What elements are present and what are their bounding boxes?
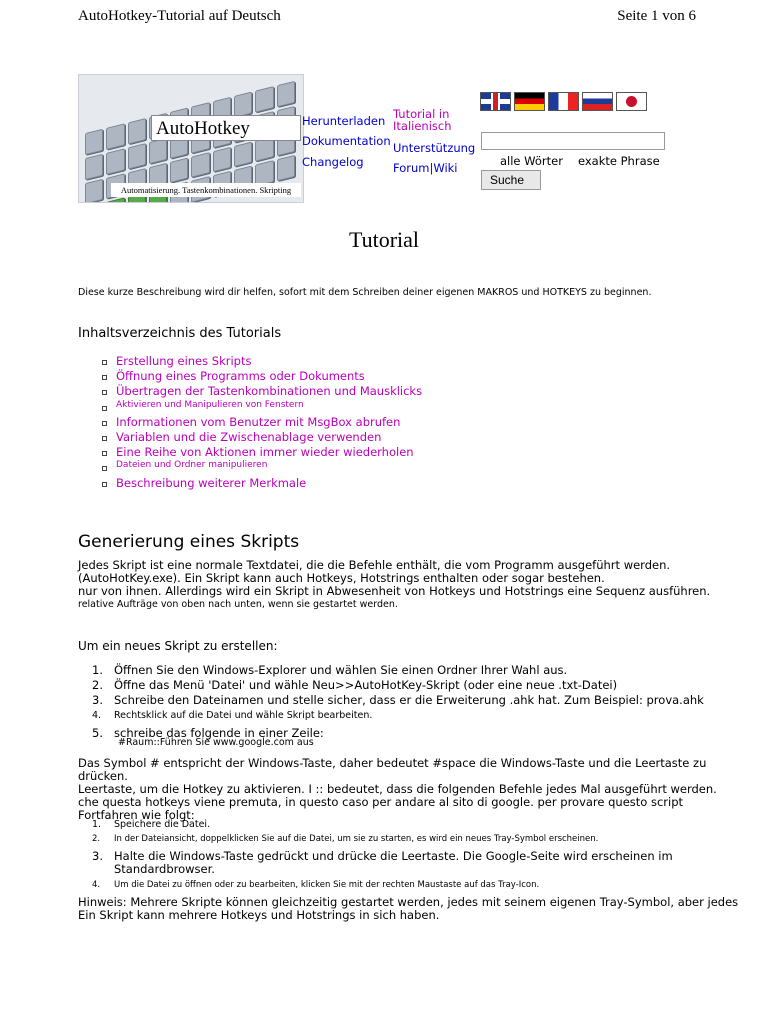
search-option-all-words[interactable]: alle Wörter (500, 154, 563, 168)
page-number: Seite 1 von 6 (617, 8, 696, 24)
step-number: 1. (92, 819, 102, 830)
step-number: 4. (92, 880, 101, 890)
list-item (78, 708, 750, 723)
list-item (78, 693, 750, 708)
test-steps-list (78, 817, 750, 893)
list-item (78, 817, 750, 832)
toc-item[interactable]: Beschreibung weiterer Merkmale (100, 476, 422, 491)
paragraph-line: nur von ihnen. Allerdings wird ein Skript in Abwesenheit von Hotkeys und Hotstrings eine Sequenz ausführen. (78, 584, 711, 598)
step-number: 3. (92, 849, 103, 863)
french-flag-icon[interactable] (548, 92, 579, 111)
toc-item[interactable]: Dateien und Ordner manipulieren (100, 460, 422, 475)
document-title: AutoHotkey-Tutorial auf Deutsch (78, 8, 281, 24)
toc-item[interactable]: Eine Reihe von Aktionen immer wieder wiederholen (100, 445, 422, 460)
search-button[interactable]: Suche (481, 170, 541, 190)
paragraph-line: che questa hotkeys viene premuta, in questo caso per andare al sito di google. per provare questo script (78, 795, 684, 809)
list-item (78, 850, 750, 876)
note-paragraph (78, 896, 758, 922)
step-text: schreibe das folgende in einer Zeile: (114, 726, 324, 740)
code-example: #Raum::Führen Sie www.google.com aus (118, 737, 314, 748)
step-text: Halte die Windows-Taste gedrückt und drücke die Leertaste. Die Google-Seite wird erscheinen im (114, 849, 673, 863)
toc-item[interactable]: Aktivieren und Manipulieren von Fenstern (100, 400, 422, 415)
intro-text: Diese kurze Beschreibung wird dir helfen, sofort mit dem Schreiben deiner eigenen MAKROS und HOTKEYS zu beginnen. (78, 287, 652, 298)
list-item (78, 678, 750, 693)
toc-item[interactable]: Öffnung eines Programms oder Dokuments (100, 369, 422, 384)
search-input[interactable] (481, 132, 665, 150)
uk-flag-icon[interactable] (480, 92, 511, 111)
nav-download[interactable]: Herunterladen (302, 114, 386, 128)
step-text: Öffne das Menü 'Datei' und wähle Neu>>AutoHotKey-Skript (oder eine neue .txt-Datei) (114, 678, 618, 692)
paragraph-line: (AutoHotKey.exe). Ein Skript kann auch Hotkeys, Hotstrings enthalten oder sogar bestehen. (78, 571, 605, 585)
logo-brand: AutoHotkey (151, 115, 301, 141)
nav-tutorial-italian[interactable]: Tutorial in Italienisch (393, 107, 452, 133)
nav-forum-wiki[interactable]: Forum|Wiki (393, 161, 458, 175)
toc-list (100, 354, 422, 491)
step-number: 2. (92, 834, 101, 844)
search-option-exact-phrase[interactable]: exakte Phrase (578, 154, 660, 168)
step-number: 1. (92, 663, 103, 677)
paragraph-line: Fortfahren wie folgt: (78, 808, 195, 822)
step-text-continued: Standardbrowser. (114, 862, 215, 876)
nav-changelog[interactable]: Changelog (302, 155, 364, 169)
nav-documentation[interactable]: Dokumentation (302, 134, 391, 148)
toc-item[interactable]: Übertragen der Tastenkombinationen und Mausklicks (100, 384, 422, 399)
explanation-paragraph (78, 757, 758, 822)
paragraph-line: Hinweis: Mehrere Skripte können gleichzeitig gestartet werden, jedes mit seinem eigenen Tray-Symbol, aber jedes (78, 895, 739, 909)
paragraph-line: Jedes Skript ist eine normale Textdatei, die die Befehle enthält, die vom Programm ausgeführt werden. (78, 558, 671, 572)
section-paragraph (78, 559, 758, 611)
step-text: Rechtsklick auf die Datei und wähle Skript bearbeiten. (114, 710, 373, 721)
step-number: 3. (92, 693, 103, 707)
japanese-flag-icon[interactable] (616, 92, 647, 111)
step-number: 2. (92, 678, 103, 692)
list-item (78, 832, 750, 847)
step-text: Um die Datei zu öffnen oder zu bearbeiten, klicken Sie mit der rechten Maustaste auf das Tray-Icon. (114, 880, 540, 890)
paragraph-line: Das Symbol # entspricht der Windows-Taste, daher bedeutet #space die Windows-Taste und die Leertaste zu drücken. (78, 756, 707, 783)
autohotkey-logo (78, 74, 304, 203)
toc-item[interactable]: Variablen und die Zwischenablage verwenden (100, 430, 422, 445)
toc-item[interactable]: Erstellung eines Skripts (100, 354, 422, 369)
step-text: In der Dateiansicht, doppelklicken Sie auf die Datei, um sie zu starten, es wird ein neues Tray-Symbol erscheinen. (114, 834, 599, 844)
step-text: Schreibe den Dateinamen und stelle sicher, dass er die Erweiterung .ahk hat. Zum Beispiel: prova.ahk (114, 693, 704, 707)
logo-tagline: Automatisierung. Tastenkombinationen. Skripting (111, 183, 301, 197)
page-title: Tutorial (348, 227, 420, 252)
create-heading: Um ein neues Skript zu erstellen: (78, 639, 278, 653)
step-text: Öffnen Sie den Windows-Explorer und wählen Sie einen Ordner Ihrer Wahl aus. (114, 663, 568, 677)
toc-item[interactable]: Informationen vom Benutzer mit MsgBox abrufen (100, 415, 422, 430)
list-item (78, 878, 750, 893)
step-text: Speichere die Datei. (114, 819, 211, 830)
german-flag-icon[interactable] (514, 92, 545, 111)
nav-support[interactable]: Unterstützung (393, 141, 476, 155)
steps-list (78, 663, 750, 741)
list-item (78, 663, 750, 678)
step-number: 5. (92, 726, 103, 740)
step-number: 4. (92, 710, 102, 721)
toc-heading: Inhaltsverzeichnis des Tutorials (78, 326, 282, 341)
paragraph-line: Ein Skript kann mehrere Hotkeys und Hotstrings in sich haben. (78, 908, 440, 922)
paragraph-line: relative Aufträge von oben nach unten, wenn sie gestartet werden. (78, 599, 398, 610)
paragraph-line: Leertaste, um die Hotkey zu aktivieren. I :: bedeutet, dass die folgenden Befehle jedes Mal ausgeführt werden. (78, 782, 717, 796)
section-heading: Generierung eines Skripts (78, 532, 300, 552)
language-flags (480, 92, 647, 111)
russian-flag-icon[interactable] (582, 92, 613, 111)
